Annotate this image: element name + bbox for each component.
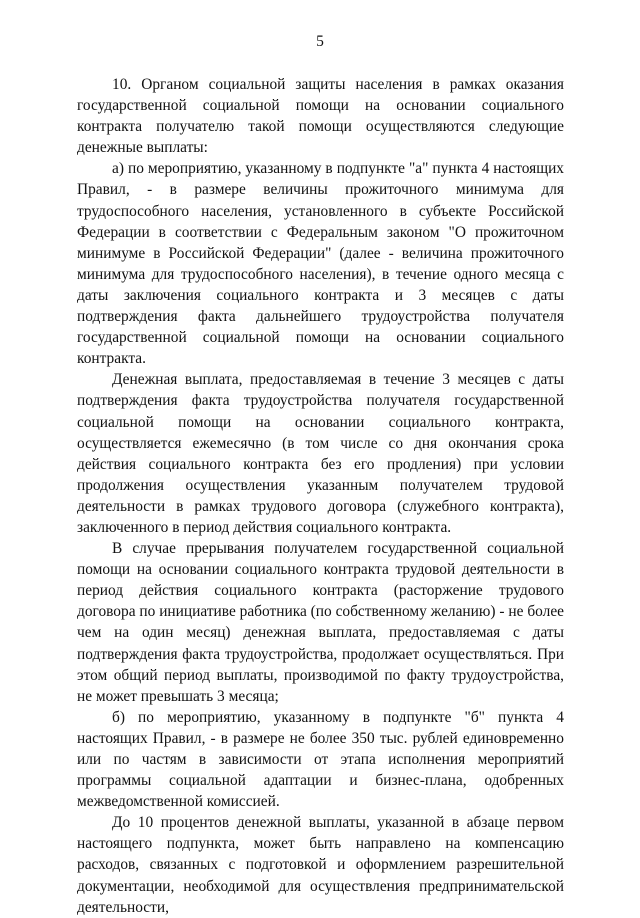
document-body bbox=[77, 74, 564, 918]
page-number: 5 bbox=[316, 33, 324, 50]
paragraph-subitem-b: б) по мероприятию, указанному в подпункте "б" пункта 4 настоящих Правил, - в размере не более 350 тыс. рублей единовременно или по частям в зависимости от этапа исполнения мероприятий программы социальной адаптации и бизнес-плана, одобренных межведомственной комиссией. bbox=[77, 708, 564, 811]
paragraph-compensation: До 10 процентов денежной выплаты, указанной в абзаце первом настоящего подпункта, может быть направлено на компенсацию расходов, связанных с подготовкой и оформлением разрешительной документации, необходимой для осуществления предпринимательской деятельности, bbox=[77, 814, 564, 916]
paragraph-subitem-a: а) по мероприятию, указанному в подпункте "а" пункта 4 настоящих Правил, - в размере величины прожиточного минимума для трудоспособного населения, установленного в субъекте Российской Федерации в соответствии с Федеральным законом "О прожиточном минимуме в Российской Федерации" (далее - величина прожиточного минимума для трудоспособного населения), в течение одного месяца с даты заключения социального контракта и 3 месяцев с даты подтверждения факта дальнейшего трудоустройства получателя государственной социальной помощи на основании социального контракта. bbox=[77, 160, 564, 368]
paragraph-monthly-payment: Денежная выплата, предоставляемая в течение 3 месяцев с даты подтверждения факта трудоустройства получателя государственной социальной помощи на основании социального контракта, осуществляется ежемесячно (в том числе со дня окончания срока действия социального контракта без его продления) при условии продолжения осуществления указанным получателем трудовой деятельности в рамках трудового договора (служебного контракта), заключенного в период действия социального контракта. bbox=[77, 371, 564, 536]
paragraph-employment-interruption: В случае прерывания получателем государственной социальной помощи на основании социального контракта трудовой деятельности в период действия социального контракта (расторжение трудового договора по инициативе работника (по собственному желанию) - не более чем на один месяц) денежная выплата, предоставляемая с даты подтверждения факта трудоустройства, продолжает осуществляться. При этом общий период выплаты, производимой по факту трудоустройства, не может превышать 3 месяца; bbox=[77, 540, 564, 705]
paragraph-item-10: 10. Органом социальной защиты населения в рамках оказания государственной социальной помощи на основании социального контракта получателю такой помощи осуществляются следующие денежные выплаты: bbox=[77, 76, 564, 157]
